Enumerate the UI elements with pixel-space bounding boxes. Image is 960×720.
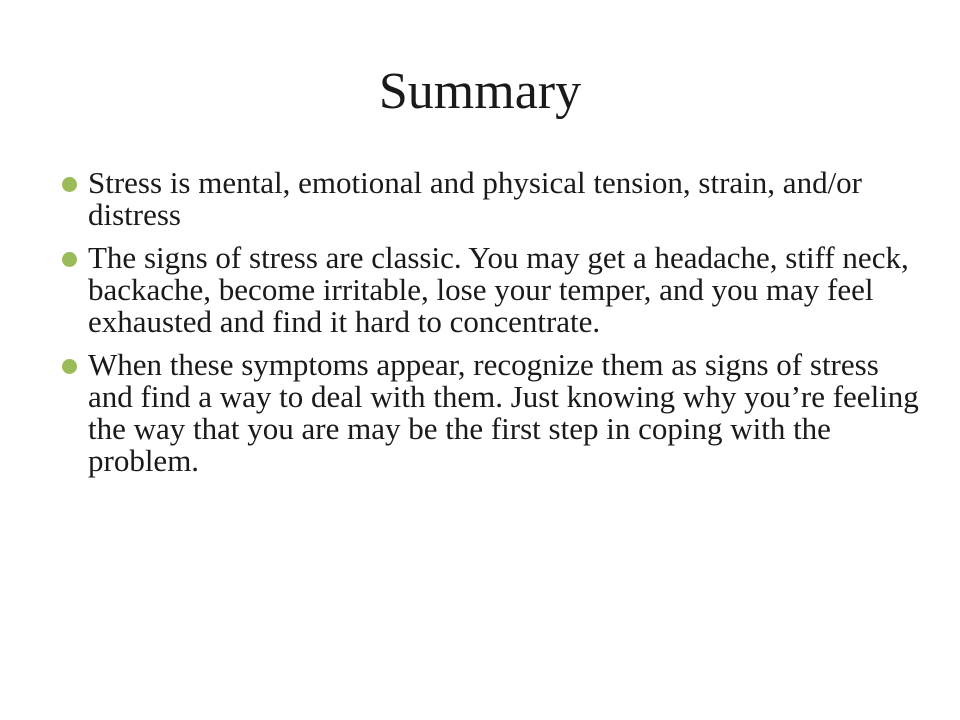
- bullet-item: [60, 242, 920, 338]
- bullet-item: [60, 349, 920, 477]
- bullet-text: Stress is mental, emotional and physical tension, strain, and/or distress: [88, 165, 863, 232]
- bullet-list: [60, 167, 920, 488]
- bullet-text: When these symptoms appear, recognize them as signs of stress and find a way to deal with them. Just knowing why you’re feeling the way that you are may be the first step in coping with the problem.: [88, 347, 919, 478]
- bullet-dot-icon: [62, 252, 77, 267]
- bullet-dot-icon: [62, 177, 77, 192]
- slide-title: Summary: [378, 63, 582, 120]
- bullet-item: [60, 167, 920, 231]
- bullet-text: The signs of stress are classic. You may get a headache, stiff neck, backache, become irritable, lose your temper, and you may feel exhausted and find it hard to concentrate.: [88, 240, 909, 339]
- bullet-dot-icon: [62, 359, 77, 374]
